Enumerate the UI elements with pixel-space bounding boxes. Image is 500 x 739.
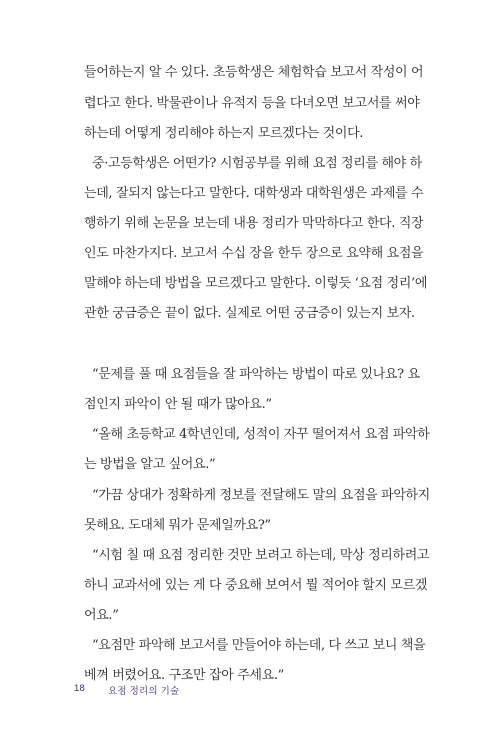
body-text-line: 관한 궁금증은 끝이 없다. 실제로 어떤 궁금증이 있는지 보자. [84,306,415,321]
quote-line: 못해요. 도대체 뭐가 문제일까요?” [84,518,271,533]
body-text-line: 는데, 잘되지 않는다고 말한다. 대학생과 대학원생은 과제를 수 [84,186,424,201]
body-text-line: 하는데 어떻게 정리해야 하는지 모르겠다는 것이다. [84,126,364,141]
body-text-line: 행하기 위해 논문을 보는데 내용 정리가 막막하다고 한다. 직장 [84,216,424,231]
body-text-line: 말해야 하는데 방법을 모르겠다고 말한다. 이렇듯 ‘요점 정리’에 [84,276,428,291]
quote-line: “올해 초등학교 4학년인데, 성적이 자꾸 떨어져서 요점 파악하 [92,427,430,442]
quote-line: “문제를 풀 때 요점들을 잘 파악하는 방법이 따로 있나요? 요 [92,367,420,382]
quote-line: “시험 칠 때 요점 정리한 것만 보려고 하는데, 막상 정리하려고 [92,548,430,563]
quote-line: 점인지 파악이 안 될 때가 많아요.” [84,397,272,412]
quote-line: 어요.” [84,608,119,623]
body-text-line: 들어하는지 알 수 있다. 초등학생은 체험학습 보고서 작성이 어 [84,65,424,80]
body-text-line: 인도 마찬가지다. 보고서 수십 장을 한두 장으로 요약해 요점을 [84,246,424,261]
page-number: 18 [74,683,85,694]
body-text-line: 중·고등학생은 어떤가? 시험공부를 위해 요점 정리를 해야 하 [92,156,422,171]
running-title: 요점 정리의 기술 [108,686,180,697]
quote-line: 베껴 버렸어요. 구조만 잡아 주세요.” [84,668,284,683]
quote-line: “요점만 파악해 보고서를 만들어야 하는데, 다 쓰고 보니 책을 [92,638,426,653]
quote-line: 하니 교과서에 있는 게 다 중요해 보여서 뭘 적어야 할지 모르겠 [84,578,428,593]
quote-line: “가끔 상대가 정확하게 정보를 전달해도 말의 요점을 파악하지 [92,488,430,503]
quote-line: 는 방법을 알고 싶어요.” [84,457,216,472]
body-text-line: 렵다고 한다. 박물관이나 유적지 등을 다녀오면 보고서를 써야 [84,96,420,111]
